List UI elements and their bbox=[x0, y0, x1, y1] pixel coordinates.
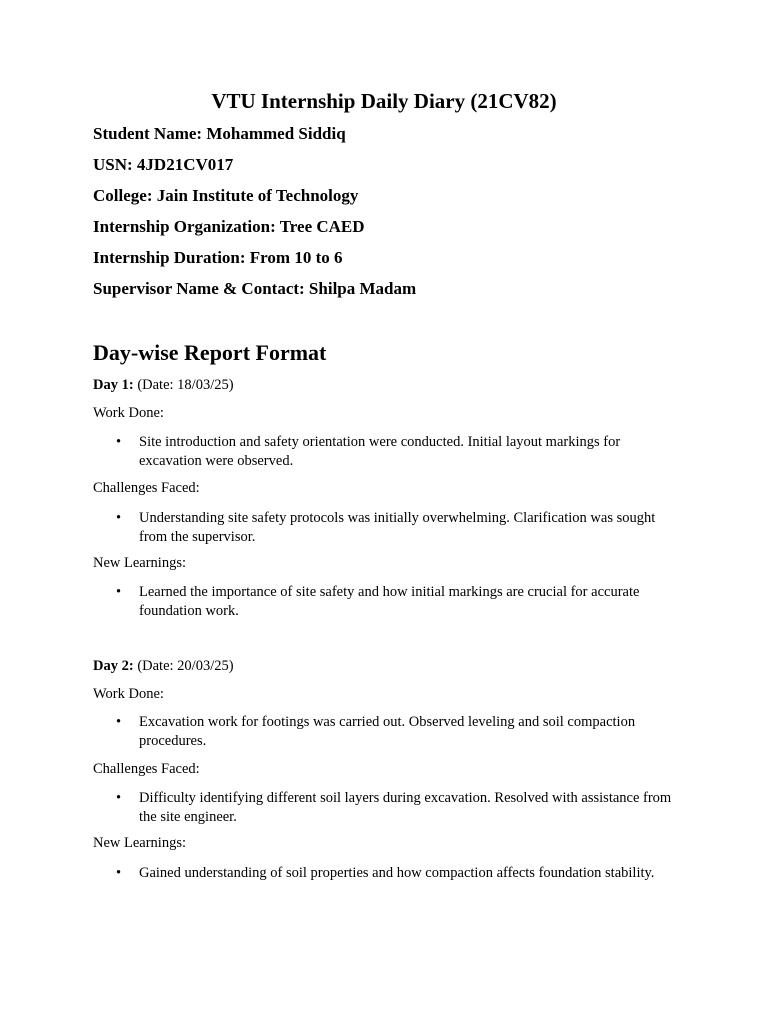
bullet-icon: • bbox=[116, 714, 122, 730]
challenges-item: Understanding site safety protocols was initially overwhelming. Clarification was sought from the supervisor. bbox=[139, 510, 656, 545]
learnings-item: Learned the importance of site safety and how initial markings are crucial for accurate foundation work. bbox=[139, 584, 640, 619]
student-name: Student Name: Mohammed Siddiq bbox=[93, 124, 346, 143]
learnings-label: New Learnings: bbox=[93, 555, 187, 571]
bullet-icon: • bbox=[116, 865, 122, 881]
day-label: Day 2: bbox=[93, 658, 134, 674]
bullet-icon: • bbox=[116, 510, 122, 526]
day-date: (Date: 18/03/25) bbox=[137, 377, 234, 393]
day-header bbox=[93, 656, 234, 676]
bullet-icon: • bbox=[116, 584, 122, 600]
bullet-icon: • bbox=[116, 790, 122, 806]
document-title: VTU Internship Daily Diary (21CV82) bbox=[211, 89, 557, 113]
day-header bbox=[93, 375, 234, 395]
bullet-icon: • bbox=[116, 434, 122, 450]
work-done-label: Work Done: bbox=[93, 405, 164, 421]
supervisor: Supervisor Name & Contact: Shilpa Madam bbox=[93, 279, 417, 298]
day-label: Day 1: bbox=[93, 377, 134, 393]
work-done-item: Site introduction and safety orientation were conducted. Initial layout markings for excavation were observed. bbox=[139, 434, 621, 469]
section-heading: Day-wise Report Format bbox=[93, 340, 327, 365]
usn: USN: 4JD21CV017 bbox=[93, 155, 234, 174]
challenges-item: Difficulty identifying different soil layers during excavation. Resolved with assistance from the site engineer. bbox=[139, 790, 672, 825]
internship-duration: Internship Duration: From 10 to 6 bbox=[93, 248, 343, 267]
internship-organization: Internship Organization: Tree CAED bbox=[93, 217, 365, 236]
learnings-item: Gained understanding of soil properties and how compaction affects foundation stability. bbox=[139, 865, 655, 881]
college: College: Jain Institute of Technology bbox=[93, 186, 359, 205]
day-date: (Date: 20/03/25) bbox=[137, 658, 234, 674]
work-done-item: Excavation work for footings was carried out. Observed leveling and soil compaction procedures. bbox=[139, 714, 636, 749]
challenges-label: Challenges Faced: bbox=[93, 480, 200, 496]
learnings-label: New Learnings: bbox=[93, 835, 187, 851]
challenges-label: Challenges Faced: bbox=[93, 761, 200, 777]
work-done-label: Work Done: bbox=[93, 686, 164, 702]
